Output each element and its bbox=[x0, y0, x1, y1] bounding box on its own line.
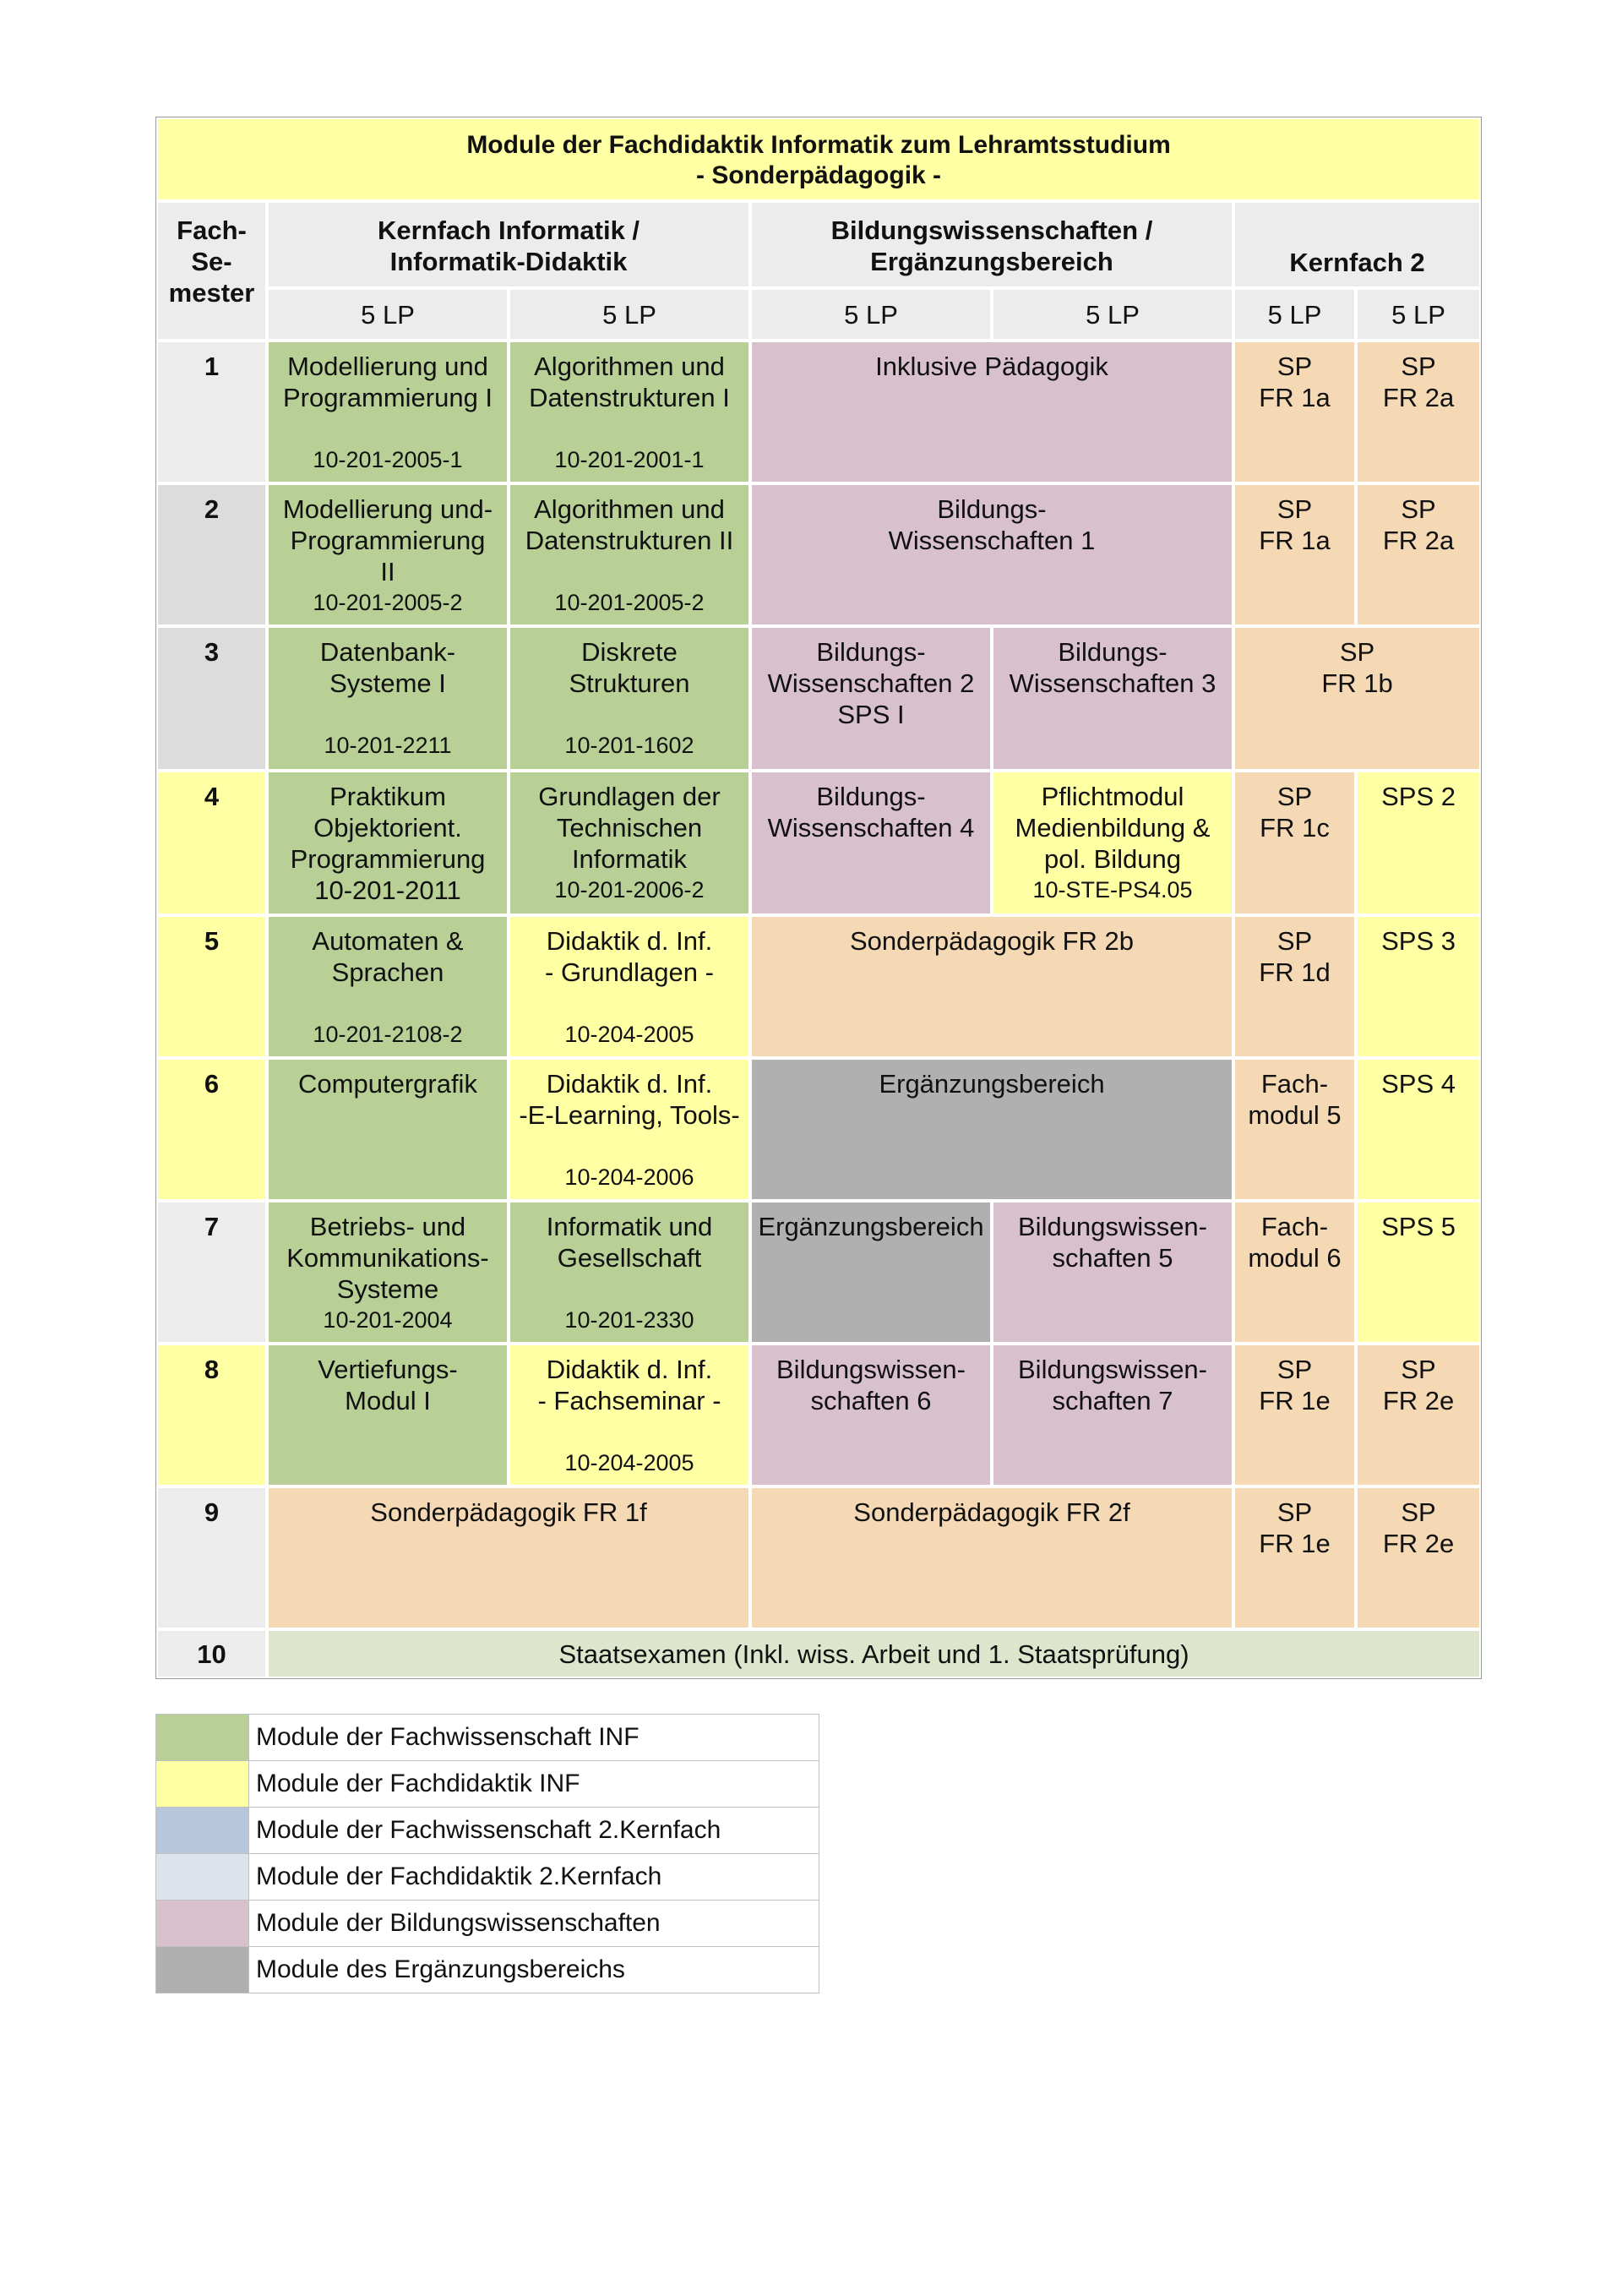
module-cell bbox=[1356, 1486, 1481, 1629]
table-row bbox=[156, 1058, 1481, 1201]
module-line: schaften 5 bbox=[1052, 1243, 1173, 1273]
module-cell bbox=[1356, 483, 1481, 626]
module-line: Strukturen bbox=[569, 668, 690, 698]
module-cell bbox=[1233, 483, 1356, 626]
module-cell bbox=[267, 771, 509, 915]
module-code: 10-STE-PS4.05 bbox=[1032, 877, 1193, 903]
module-plan bbox=[155, 117, 1480, 1679]
module-line: Gesellschaft bbox=[557, 1243, 702, 1273]
module-line: Ergänzungsbereich bbox=[879, 1069, 1105, 1099]
module-cell bbox=[992, 626, 1233, 771]
semester-number: 3 bbox=[156, 626, 267, 771]
module-cell bbox=[1233, 1486, 1356, 1629]
module-cell bbox=[1233, 341, 1356, 483]
module-line: Modul I bbox=[345, 1386, 431, 1415]
module-code: 10-201-2005-2 bbox=[313, 590, 463, 615]
module-cell bbox=[1233, 1344, 1356, 1486]
header-line: Bildungswissenschaften / bbox=[830, 215, 1153, 245]
module-cell bbox=[1233, 1058, 1356, 1201]
module-code: 10-201-2108-2 bbox=[313, 1022, 463, 1047]
legend-swatch bbox=[156, 1947, 249, 1993]
module-line: Grundlagen der bbox=[538, 782, 721, 811]
module-line: FR 1d bbox=[1259, 957, 1331, 987]
module-line: Datenstrukturen I bbox=[529, 383, 730, 412]
module-cell bbox=[992, 771, 1233, 915]
module-line: Vertiefungs- bbox=[318, 1355, 458, 1384]
module-code: 10-201-2330 bbox=[564, 1307, 694, 1333]
module-code: 10-201-2211 bbox=[324, 733, 452, 758]
module-line: Systeme I bbox=[329, 668, 446, 698]
lp-cell: 5 LP bbox=[509, 288, 750, 341]
module-line: Betriebs- und bbox=[309, 1212, 466, 1241]
module-line: Bildungswissen- bbox=[1018, 1212, 1207, 1241]
module-line: Wissenschaften 4 bbox=[767, 813, 975, 843]
module-cell bbox=[267, 1486, 750, 1629]
legend bbox=[155, 1714, 819, 1993]
module-line: FR 1a bbox=[1259, 526, 1331, 555]
module-line: SP bbox=[1276, 782, 1313, 811]
module-cell bbox=[509, 1344, 750, 1486]
module-line: SP bbox=[1276, 352, 1313, 381]
semester-number: 5 bbox=[156, 915, 267, 1058]
header-kernfach-informatik bbox=[267, 201, 750, 288]
module-cell bbox=[267, 915, 509, 1058]
module-cell bbox=[509, 915, 750, 1058]
module-cell bbox=[267, 626, 509, 771]
module-line: SP bbox=[1401, 1355, 1436, 1384]
module-line: Bildungs- bbox=[816, 637, 926, 667]
module-code: 10-201-2005-1 bbox=[313, 447, 463, 472]
module-line: Fach- bbox=[1260, 1212, 1329, 1241]
module-cell bbox=[509, 341, 750, 483]
module-line: Informatik und bbox=[546, 1212, 713, 1241]
module-line: Bildungs- bbox=[937, 494, 1047, 524]
semester-number: 6 bbox=[156, 1058, 267, 1201]
module-code: 10-201-2001-1 bbox=[554, 447, 705, 472]
module-line: SPS 4 bbox=[1381, 1069, 1456, 1099]
legend-swatch bbox=[156, 1761, 249, 1808]
module-line: Medienbildung & bbox=[1015, 813, 1211, 843]
module-cell bbox=[750, 341, 1233, 483]
module-line: Programmierung I bbox=[282, 383, 493, 412]
staatsexamen-cell: Staatsexamen (Inkl. wiss. Arbeit und 1. Staatsprüfung) bbox=[267, 1629, 1481, 1678]
module-cell bbox=[267, 1344, 509, 1486]
module-line: Praktikum bbox=[329, 782, 446, 811]
module-cell bbox=[750, 483, 1233, 626]
module-line: FR 1a bbox=[1259, 383, 1331, 412]
header-kernfach-2: Kernfach 2 bbox=[1233, 201, 1481, 288]
module-line: Sonderpädagogik FR 2b bbox=[849, 926, 1135, 956]
module-line: Sonderpädagogik FR 2f bbox=[853, 1497, 1130, 1527]
header-bildungswissenschaften bbox=[750, 201, 1233, 288]
module-line: Sprachen bbox=[331, 957, 444, 987]
legend-table bbox=[155, 1714, 819, 1993]
table-row bbox=[156, 483, 1481, 626]
semester-number: 7 bbox=[156, 1201, 267, 1344]
module-cell bbox=[267, 341, 509, 483]
module-code: 10-204-2005 bbox=[564, 1450, 694, 1475]
header-semester-line: Fach- bbox=[177, 215, 247, 245]
header-line: Ergänzungsbereich bbox=[870, 247, 1113, 276]
header-semester-line: Se- bbox=[191, 247, 232, 276]
module-line: FR 2a bbox=[1382, 526, 1455, 555]
module-cell bbox=[750, 1201, 992, 1344]
module-code: 10-204-2005 bbox=[564, 1022, 694, 1047]
module-line: Modellierung und- bbox=[282, 494, 493, 524]
header-line: Kernfach Informatik / bbox=[377, 215, 640, 245]
semester-number: 4 bbox=[156, 771, 267, 915]
module-line: schaften 7 bbox=[1052, 1386, 1173, 1415]
module-cell bbox=[1356, 341, 1481, 483]
module-line: Informatik bbox=[571, 844, 688, 874]
module-code: 10-204-2006 bbox=[564, 1164, 694, 1190]
module-line: FR 1e bbox=[1259, 1529, 1331, 1558]
lp-cell: 5 LP bbox=[992, 288, 1233, 341]
legend-item bbox=[156, 1854, 819, 1901]
module-line: Kommunikations- bbox=[286, 1243, 489, 1273]
module-line: modul 6 bbox=[1248, 1243, 1342, 1273]
module-cell bbox=[509, 1058, 750, 1201]
legend-label: Module des Ergänzungsbereichs bbox=[249, 1947, 819, 1993]
header-line: Informatik-Didaktik bbox=[389, 247, 628, 276]
module-cell bbox=[750, 915, 1233, 1058]
module-line: Didaktik d. Inf. bbox=[546, 1069, 713, 1099]
module-line: Programmierung bbox=[290, 844, 486, 874]
module-cell bbox=[509, 626, 750, 771]
lp-cell: 5 LP bbox=[267, 288, 509, 341]
legend-item bbox=[156, 1901, 819, 1947]
module-line: Programmierung bbox=[290, 526, 486, 555]
table-row bbox=[156, 626, 1481, 771]
module-cell bbox=[1233, 1201, 1356, 1344]
module-cell bbox=[1233, 626, 1481, 771]
module-cell bbox=[1233, 915, 1356, 1058]
semester-number: 9 bbox=[156, 1486, 267, 1629]
module-cell bbox=[1356, 1201, 1481, 1344]
module-line: FR 1b bbox=[1321, 668, 1393, 698]
legend-label: Module der Fachdidaktik 2.Kernfach bbox=[249, 1854, 819, 1901]
module-line: FR 1c bbox=[1260, 813, 1330, 843]
module-cell bbox=[509, 1201, 750, 1344]
module-line: SPS 2 bbox=[1381, 782, 1456, 811]
table-row bbox=[156, 1344, 1481, 1486]
module-line: Diskrete bbox=[581, 637, 678, 667]
module-line: FR 2e bbox=[1382, 1529, 1455, 1558]
module-code: 10-201-2004 bbox=[323, 1307, 453, 1333]
title-line-1: Module der Fachdidaktik Informatik zum Lehramtsstudium bbox=[466, 130, 1171, 159]
module-cell bbox=[750, 1486, 1233, 1629]
module-line: Algorithmen und bbox=[534, 352, 725, 381]
module-code: 10-201-2006-2 bbox=[554, 877, 705, 903]
module-line: Modellierung und bbox=[287, 352, 488, 381]
module-line: Ergänzungsbereich bbox=[758, 1212, 984, 1241]
module-line: - Fachseminar - bbox=[537, 1386, 721, 1415]
module-line: SPS 5 bbox=[1381, 1212, 1456, 1241]
legend-label: Module der Bildungswissenschaften bbox=[249, 1901, 819, 1947]
legend-item bbox=[156, 1808, 819, 1854]
module-cell bbox=[509, 771, 750, 915]
module-line: Wissenschaften 3 bbox=[1009, 668, 1216, 698]
table-row bbox=[156, 771, 1481, 915]
module-cell bbox=[1356, 1344, 1481, 1486]
legend-swatch bbox=[156, 1808, 249, 1854]
module-line: SP bbox=[1276, 494, 1313, 524]
module-line: SPS 3 bbox=[1381, 926, 1456, 956]
legend-item bbox=[156, 1947, 819, 1993]
table-row bbox=[156, 1629, 1481, 1678]
module-line: Objektorient. bbox=[313, 813, 462, 843]
module-line: SP bbox=[1276, 926, 1313, 956]
module-cell bbox=[750, 1058, 1233, 1201]
module-code: 10-201-1602 bbox=[564, 733, 694, 758]
module-line: modul 5 bbox=[1248, 1100, 1342, 1130]
title-line-2: - Sonderpädagogik - bbox=[696, 161, 942, 189]
table-row bbox=[156, 915, 1481, 1058]
module-line: SPS I bbox=[837, 700, 905, 729]
module-line: Algorithmen und bbox=[534, 494, 725, 524]
table-title bbox=[156, 117, 1481, 201]
module-line: -E-Learning, Tools- bbox=[519, 1100, 740, 1130]
module-line: FR 1e bbox=[1259, 1386, 1331, 1415]
header-semester bbox=[156, 201, 267, 341]
module-line: Inklusive Pädagogik bbox=[875, 352, 1108, 381]
module-line: FR 2a bbox=[1382, 383, 1455, 412]
module-line: SP bbox=[1401, 1497, 1436, 1527]
module-line: Automaten & bbox=[312, 926, 464, 956]
module-line: Bildungswissen- bbox=[1018, 1355, 1207, 1384]
module-line: Bildungswissen- bbox=[776, 1355, 966, 1384]
module-cell bbox=[1233, 771, 1356, 915]
legend-item bbox=[156, 1761, 819, 1808]
module-cell bbox=[1356, 771, 1481, 915]
header-semester-line: mester bbox=[168, 278, 255, 308]
module-line: Bildungs- bbox=[816, 782, 926, 811]
module-line: Technischen bbox=[556, 813, 703, 843]
module-line: Didaktik d. Inf. bbox=[546, 926, 713, 956]
module-line: Wissenschaften 2 bbox=[767, 668, 975, 698]
semester-number: 8 bbox=[156, 1344, 267, 1486]
module-line: SP bbox=[1401, 494, 1436, 524]
module-cell bbox=[750, 771, 992, 915]
table-row bbox=[156, 341, 1481, 483]
legend-swatch bbox=[156, 1854, 249, 1901]
module-line: 10-201-2011 bbox=[314, 875, 461, 905]
module-line: - Grundlagen - bbox=[545, 957, 714, 987]
lp-cell: 5 LP bbox=[750, 288, 992, 341]
module-line: schaften 6 bbox=[810, 1386, 932, 1415]
semester-number: 10 bbox=[156, 1629, 267, 1678]
module-line: Pflichtmodul bbox=[1041, 782, 1184, 811]
module-line: II bbox=[380, 557, 395, 586]
module-line: Fach- bbox=[1260, 1069, 1329, 1099]
legend-label: Module der Fachwissenschaft INF bbox=[249, 1715, 819, 1761]
module-line: pol. Bildung bbox=[1043, 844, 1181, 874]
module-cell bbox=[1356, 915, 1481, 1058]
legend-swatch bbox=[156, 1901, 249, 1947]
module-table bbox=[155, 117, 1482, 1679]
module-cell bbox=[992, 1344, 1233, 1486]
legend-label: Module der Fachwissenschaft 2.Kernfach bbox=[249, 1808, 819, 1854]
module-line: Bildungs- bbox=[1058, 637, 1168, 667]
module-cell bbox=[1356, 1058, 1481, 1201]
lp-cell: 5 LP bbox=[1356, 288, 1481, 341]
module-line: Datenbank- bbox=[319, 637, 456, 667]
module-line: SP bbox=[1276, 1497, 1313, 1527]
module-line: Systeme bbox=[336, 1274, 439, 1304]
module-line: Computergrafik bbox=[298, 1069, 477, 1099]
legend-item bbox=[156, 1715, 819, 1761]
legend-swatch bbox=[156, 1715, 249, 1761]
module-cell bbox=[750, 626, 992, 771]
module-line: Sonderpädagogik FR 1f bbox=[370, 1497, 647, 1527]
module-cell bbox=[267, 483, 509, 626]
module-cell bbox=[750, 1344, 992, 1486]
semester-number: 1 bbox=[156, 341, 267, 483]
module-cell bbox=[509, 483, 750, 626]
lp-cell: 5 LP bbox=[1233, 288, 1356, 341]
module-line: Didaktik d. Inf. bbox=[546, 1355, 713, 1384]
module-code: 10-201-2005-2 bbox=[554, 590, 705, 615]
module-cell bbox=[267, 1201, 509, 1344]
table-row bbox=[156, 1486, 1481, 1629]
module-line: FR 2e bbox=[1382, 1386, 1455, 1415]
semester-number: 2 bbox=[156, 483, 267, 626]
module-cell bbox=[992, 1201, 1233, 1344]
module-line: SP bbox=[1401, 352, 1436, 381]
module-line: SP bbox=[1339, 637, 1375, 667]
legend-label: Module der Fachdidaktik INF bbox=[249, 1761, 819, 1808]
table-row bbox=[156, 1201, 1481, 1344]
module-cell bbox=[267, 1058, 509, 1201]
module-line: Datenstrukturen II bbox=[525, 526, 734, 555]
module-line: SP bbox=[1276, 1355, 1313, 1384]
module-line: Wissenschaften 1 bbox=[888, 526, 1096, 555]
